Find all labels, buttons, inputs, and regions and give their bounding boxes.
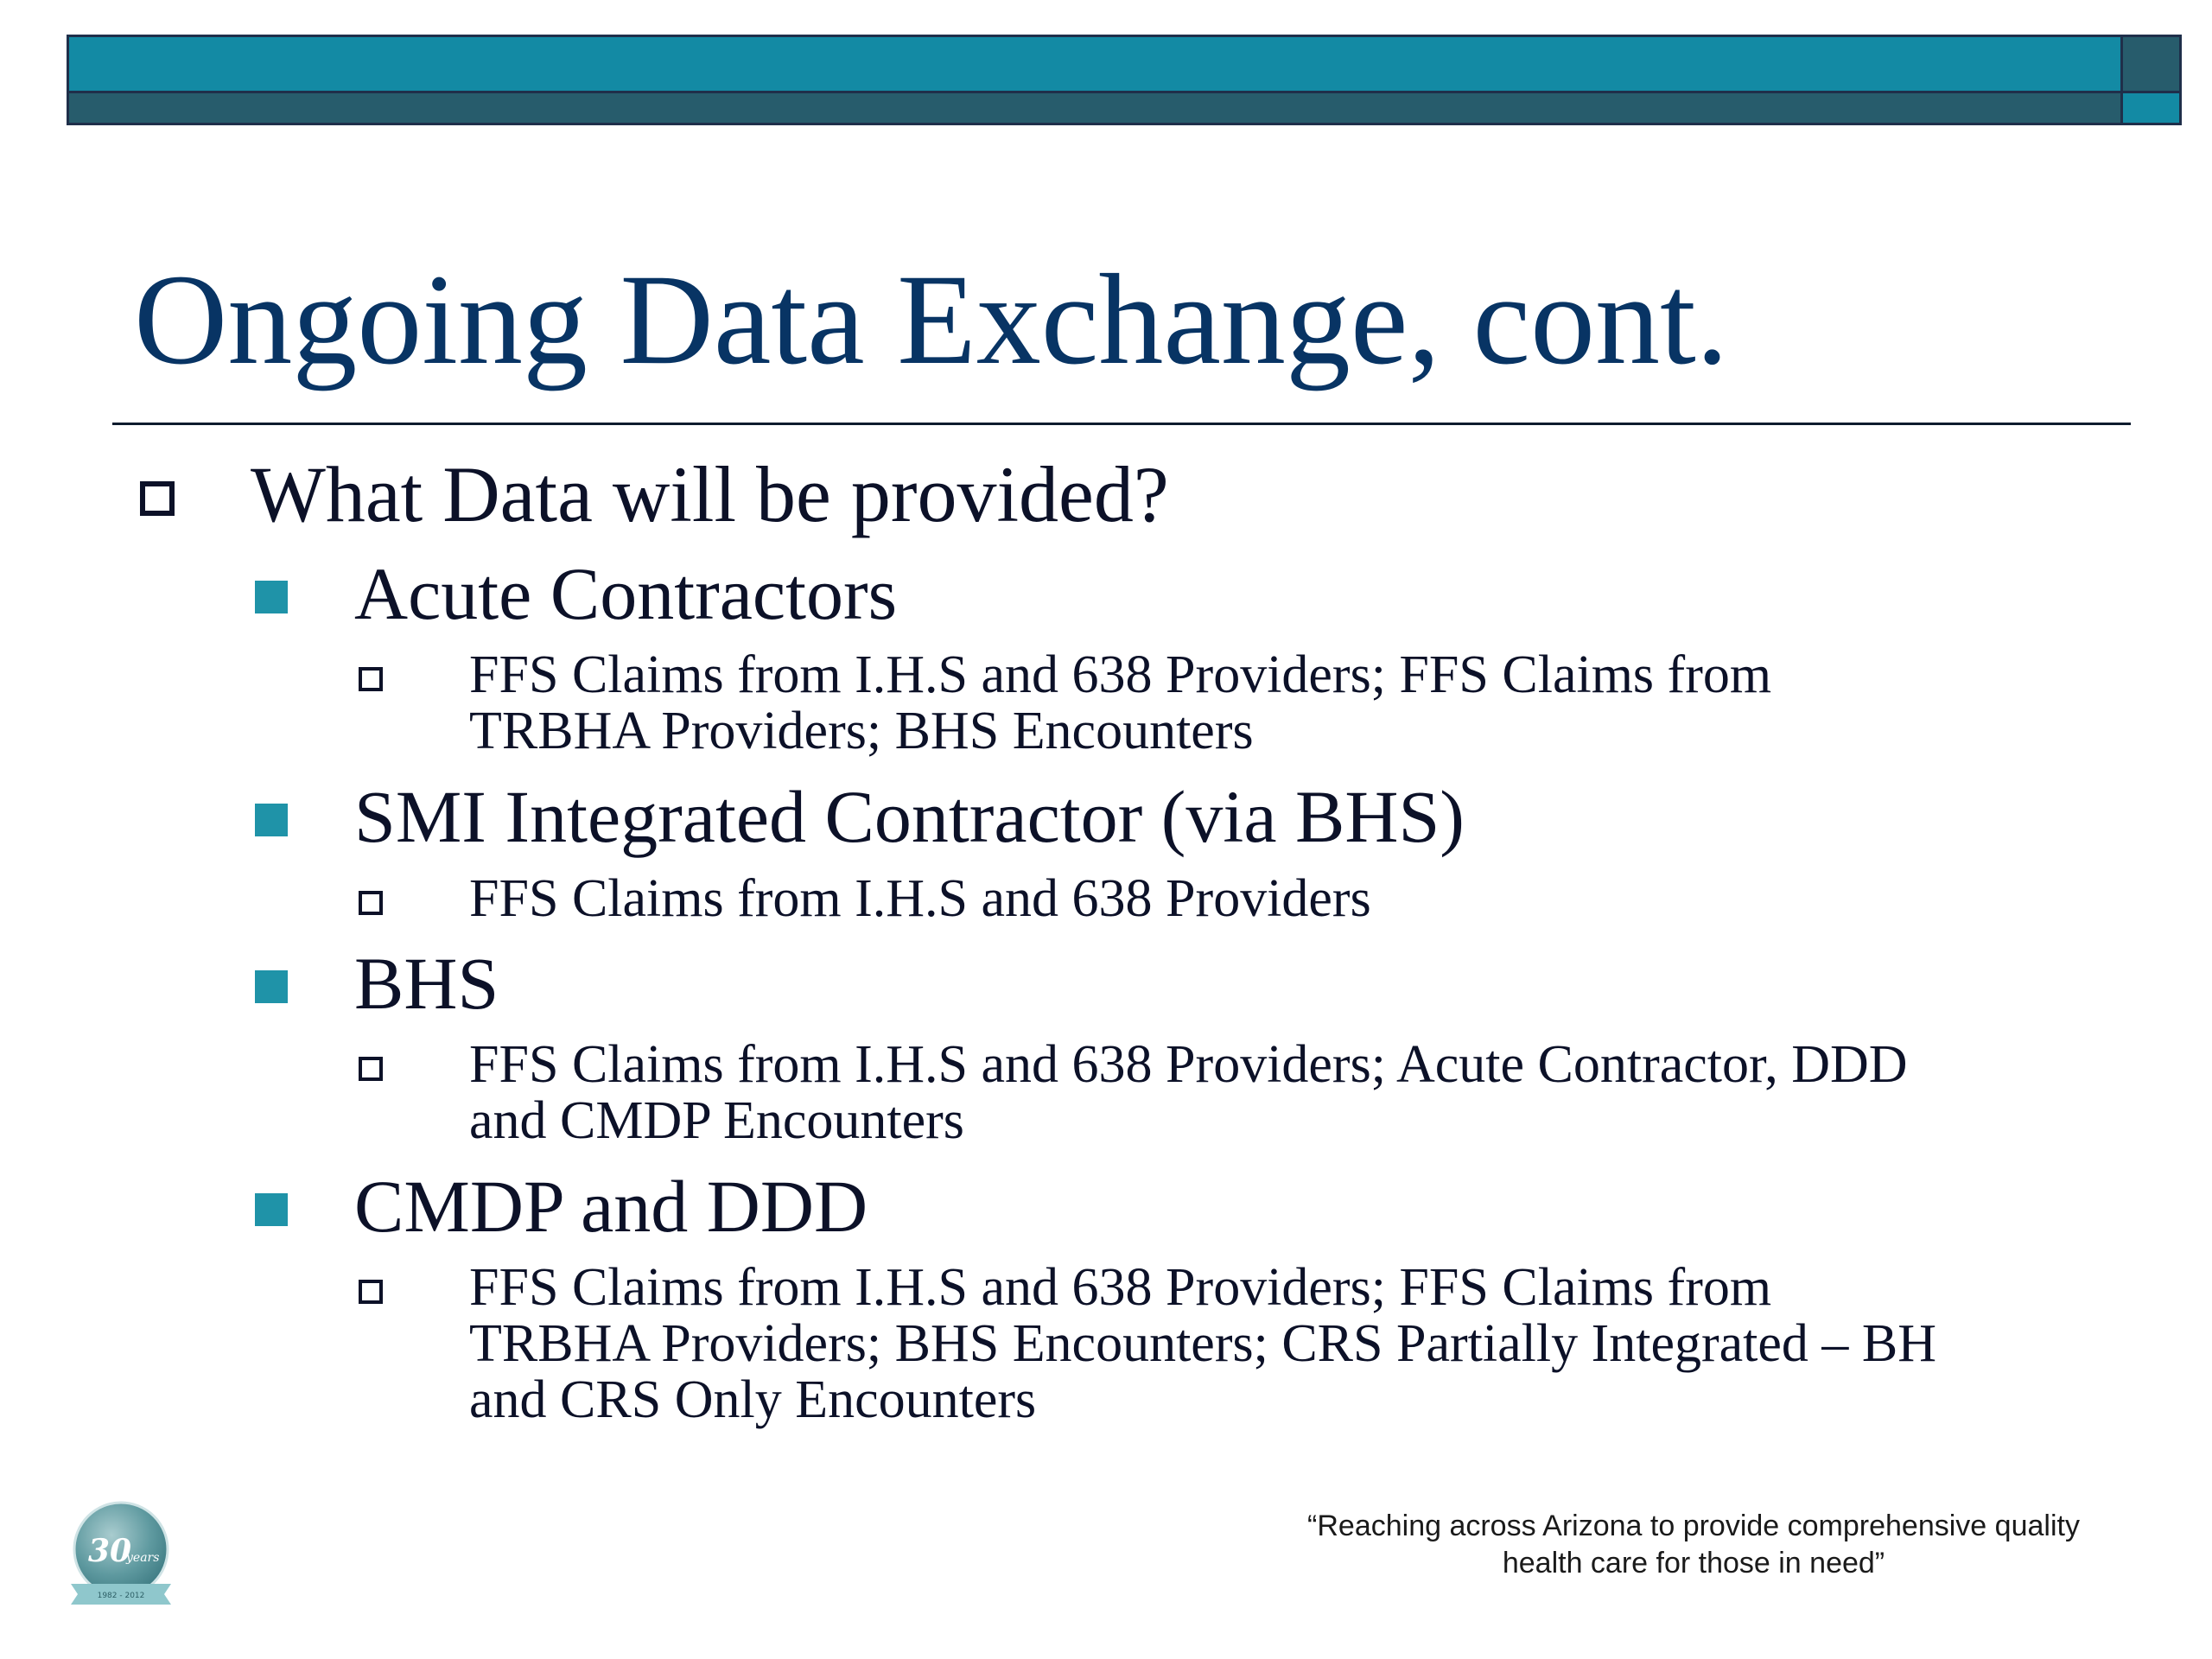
banner-corner-dark	[2123, 37, 2179, 91]
banner-dark-stripe	[69, 93, 2120, 123]
title-divider	[112, 423, 2131, 425]
sub-bullet-line: and CRS Only Encounters	[469, 1370, 1037, 1429]
tagline-line: health care for those in need”	[1502, 1547, 1885, 1580]
sub-bullet-line: TRBHA Providers; BHS Encounters; CRS Partially Integrated – BH	[469, 1314, 1937, 1373]
slide-title: Ongoing Data Exchange, cont.	[134, 248, 1729, 391]
banner-corner-teal	[2123, 93, 2179, 123]
small-hollow-square-bullet-icon	[359, 1280, 383, 1304]
small-hollow-square-bullet-icon	[359, 891, 383, 915]
badge-number: 30	[88, 1533, 132, 1569]
badge-word: years	[126, 1551, 160, 1565]
header-banner	[67, 35, 2182, 125]
teal-square-bullet-icon	[255, 1193, 288, 1226]
footer-tagline	[1236, 1508, 2152, 1582]
sub-bullet-line: and CMDP Encounters	[469, 1091, 964, 1150]
sub-bullet-smi-integrated-contractor	[469, 871, 2212, 927]
hollow-square-bullet-icon	[140, 481, 175, 516]
teal-square-bullet-icon	[255, 970, 288, 1003]
bullet-acute-contractors: Acute Contractors	[354, 552, 898, 635]
bullet-smi-integrated-contractor: SMI Integrated Contractor (via BHS)	[354, 775, 1465, 858]
small-hollow-square-bullet-icon	[359, 1057, 383, 1081]
tagline-line: “Reaching across Arizona to provide comprehensive quality	[1307, 1510, 2080, 1542]
bullet-bhs: BHS	[354, 942, 499, 1025]
sub-bullet-cmdp-and-ddd	[469, 1260, 2212, 1428]
sub-bullet-bhs	[469, 1037, 2212, 1149]
sub-bullet-acute-contractors	[469, 647, 2212, 760]
banner-teal-stripe	[69, 37, 2120, 91]
small-hollow-square-bullet-icon	[359, 667, 383, 691]
sub-bullet-line: TRBHA Providers; BHS Encounters	[469, 702, 1254, 760]
30-years-anniversary-badge-icon	[67, 1499, 180, 1611]
sub-bullet-line: FFS Claims from I.H.S and 638 Providers	[469, 869, 1371, 928]
sub-bullet-line: FFS Claims from I.H.S and 638 Providers; Acute Contractor, DDD	[469, 1035, 1908, 1094]
teal-square-bullet-icon	[255, 804, 288, 836]
sub-bullet-line: FFS Claims from I.H.S and 638 Providers; FFS Claims from	[469, 645, 1772, 704]
bullet-question: What Data will be provided?	[251, 450, 1169, 538]
bullet-cmdp-and-ddd: CMDP and DDD	[354, 1165, 868, 1248]
teal-square-bullet-icon	[255, 581, 288, 613]
badge-range: 1982 - 2012	[97, 1592, 145, 1600]
sub-bullet-line: FFS Claims from I.H.S and 638 Providers; FFS Claims from	[469, 1258, 1772, 1317]
